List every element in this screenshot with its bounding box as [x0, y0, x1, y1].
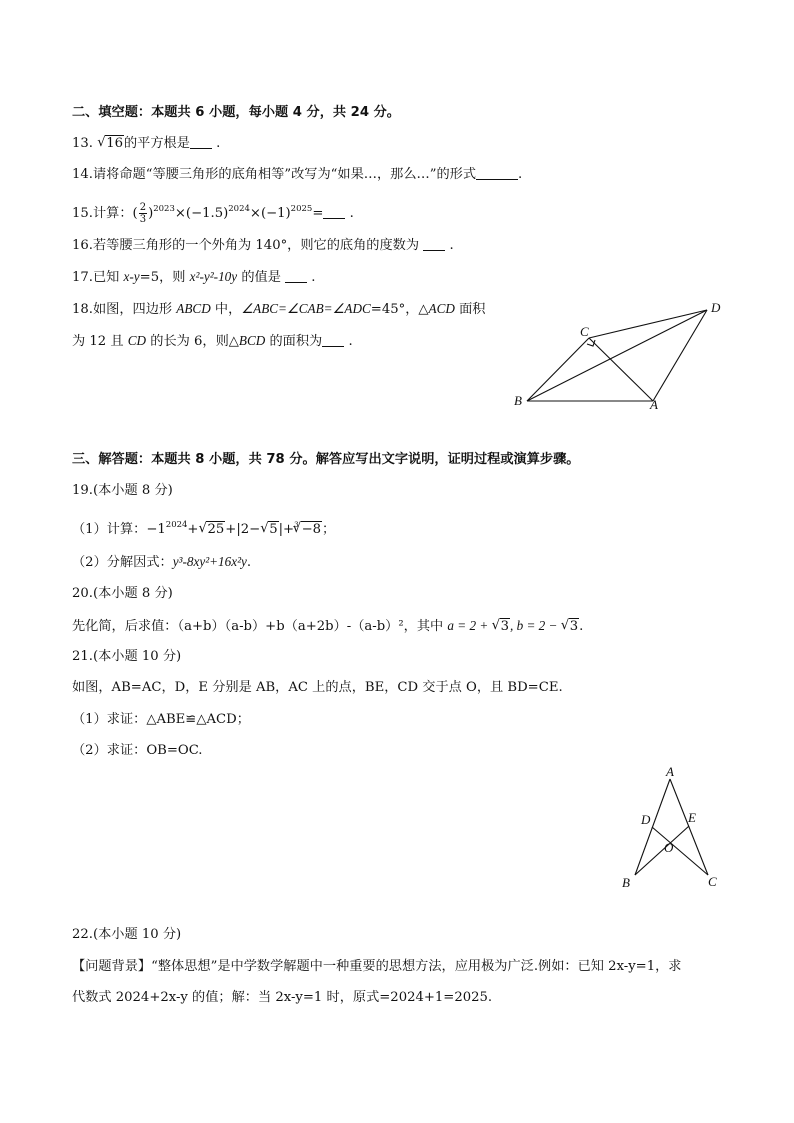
- q18-text-h: 为 12 且: [72, 334, 128, 349]
- q15-mid2: ×(−1): [249, 206, 291, 221]
- label-c: C: [580, 324, 589, 339]
- q16-answer-blank: [423, 236, 445, 251]
- q15-prefix: 15.计算：: [72, 206, 133, 221]
- q18-text-f: ACD: [428, 301, 455, 316]
- q15-exp1: 2023: [153, 204, 175, 214]
- q20-text-b: a = 2 +: [447, 618, 492, 633]
- q17-suffix: 的值是: [237, 270, 281, 285]
- q21-part2: （2）求证：OB=OC.: [72, 743, 203, 758]
- q17-condition: x-y: [123, 269, 140, 284]
- q15-tail: .: [349, 206, 354, 221]
- q22-line1: 【问题背景】“整体思想”是中学数学解题中一种重要的思想方法，应用极为广泛.例如：已知 2x-y=1，求: [72, 959, 682, 974]
- segment-cd: [589, 310, 707, 338]
- q15-exp3: 2025: [290, 204, 313, 214]
- section-2-header: 二、填空题：本题共 6 小题，每小题 4 分，共 24 分。: [72, 105, 400, 120]
- q18-text-j: 的长为 6，则△: [146, 334, 239, 349]
- question-18-line1: [72, 299, 486, 320]
- q15-eq: =: [312, 206, 324, 221]
- q14-answer-blank: [476, 165, 518, 180]
- segment-ca: [589, 338, 653, 401]
- label-d: D: [641, 812, 651, 827]
- q18-text-b: ABCD: [176, 301, 211, 316]
- q19-p2-expr: y³-8xy²+16x²y: [172, 554, 247, 569]
- q19-p1-exp: 2024: [165, 520, 188, 530]
- q19-p2-end: .: [246, 555, 252, 570]
- q18-tail: .: [348, 334, 353, 349]
- q19-part1: [72, 515, 335, 540]
- q16-text: 16.若等腰三角形的一个外角为 140°，则它的底角的度数为: [72, 238, 420, 253]
- section-3-header: 三、解答题：本题共 8 小题，共 78 分。解答应写出文字说明，证明过程或演算步骤。: [72, 452, 580, 467]
- q19-cbrt: √ −8: [293, 520, 322, 540]
- q18-text-i: CD: [127, 333, 147, 348]
- label-o: O: [664, 840, 674, 855]
- q19-sqrt2: √ 5: [260, 520, 278, 540]
- q19-p1-end: ；: [322, 522, 336, 537]
- q19-p1-b: +: [187, 522, 199, 537]
- label-b: B: [622, 875, 630, 890]
- label-a: A: [650, 397, 658, 412]
- question-13: [72, 134, 220, 154]
- q15-exp2: 2024: [228, 204, 250, 214]
- q19-sqrt1: √ 25: [198, 520, 225, 540]
- question-18-line2: [72, 331, 353, 352]
- label-b: B: [514, 393, 522, 408]
- q19-p1-d: |+: [278, 522, 295, 537]
- q21-part1: （1）求证：△ABE≌△ACD；: [72, 712, 250, 727]
- label-e: E: [688, 810, 696, 825]
- q17-eq: =5，则: [139, 270, 190, 285]
- q16-tail: .: [449, 238, 454, 253]
- q20-body: [72, 616, 583, 637]
- segment-bc: [527, 338, 589, 401]
- q19-p1-prefix: （1）计算：: [72, 522, 147, 537]
- q17-expression: x²-y²-10y: [189, 269, 238, 284]
- q20-text-c: , b = 2 −: [509, 618, 561, 633]
- label-c: C: [708, 874, 717, 889]
- q18-answer-blank: [322, 332, 344, 347]
- q20-text-d: .: [579, 619, 584, 634]
- q22-heading: 22.(本小题 10 分): [72, 927, 182, 942]
- q18-text-g: 面积: [454, 302, 486, 317]
- q13-sqrt: √ 16: [97, 134, 124, 154]
- question-15: 15.计算：( $\frac{2}{3}$ )$^{2023}\times(-1.5)^{2024}\times(-1)^{2025}=$ .: [72, 202, 354, 225]
- q13-tail: .: [216, 136, 221, 151]
- q17-tail: .: [311, 270, 316, 285]
- q19-p1-c: +|2−: [225, 522, 261, 537]
- q13-text: 的平方根是: [123, 136, 190, 151]
- question-14: [72, 165, 522, 185]
- q14-text: 14.请将命题“等腰三角形的底角相等”改写为“如果…，那么…”的形式: [72, 167, 477, 182]
- q20-sqrt1: √ 3: [492, 617, 510, 637]
- q19-heading: 19.(本小题 8 分): [72, 483, 173, 498]
- figure-quadrilateral-abcd: [500, 290, 740, 420]
- segment-ac: [670, 779, 708, 875]
- q18-text-a: 18.如图，四边形: [72, 302, 177, 317]
- right-angle-mark: [587, 340, 595, 346]
- question-16: [72, 236, 454, 256]
- q13-number: 13.: [72, 136, 93, 151]
- q15-fraction: $\frac{2}{3}$: [139, 202, 147, 225]
- q18-text-k: BCD: [238, 333, 266, 348]
- q19-p1-a: −1: [146, 522, 166, 537]
- q20-heading: 20.(本小题 8 分): [72, 586, 173, 601]
- q19-part2: [72, 552, 251, 573]
- figure-triangle-abc: [610, 760, 730, 895]
- q19-cube-index: 3: [294, 521, 299, 529]
- q20-text-a: 先化简，后求值：（a+b）（a-b）+b（a+2b）-（a-b）²，其中: [72, 619, 448, 634]
- q14-tail: .: [518, 167, 523, 182]
- q18-text-d: ∠ABC=∠CAB=∠ADC: [241, 301, 371, 316]
- q13-answer-blank: [190, 134, 212, 149]
- label-d: D: [711, 300, 721, 315]
- q18-text-e: =45°，△: [370, 302, 429, 317]
- q17-prefix: 17.已知: [72, 270, 124, 285]
- q17-answer-blank: [285, 268, 307, 283]
- q21-heading: 21.(本小题 10 分): [72, 649, 182, 664]
- label-a: A: [666, 764, 674, 779]
- q22-line2: 代数式 2024+2x-y 的值；解：当 2x-y=1 时，原式=2024+1=2025.: [72, 990, 493, 1005]
- q18-text-l: 的面积为: [265, 334, 323, 349]
- q21-statement: 如图，AB=AC，D，E 分别是 AB，AC 上的点，BE，CD 交于点 O，且 BD=CE.: [72, 680, 563, 695]
- q15-answer-blank: [323, 204, 345, 219]
- question-17: [72, 267, 316, 288]
- q15-mid1: ×(−1.5): [174, 206, 229, 221]
- q19-p2-prefix: （2）分解因式：: [72, 555, 173, 570]
- q20-sqrt2: √ 3: [561, 617, 579, 637]
- q18-text-c: 中，: [210, 302, 242, 317]
- segment-be: [635, 826, 689, 875]
